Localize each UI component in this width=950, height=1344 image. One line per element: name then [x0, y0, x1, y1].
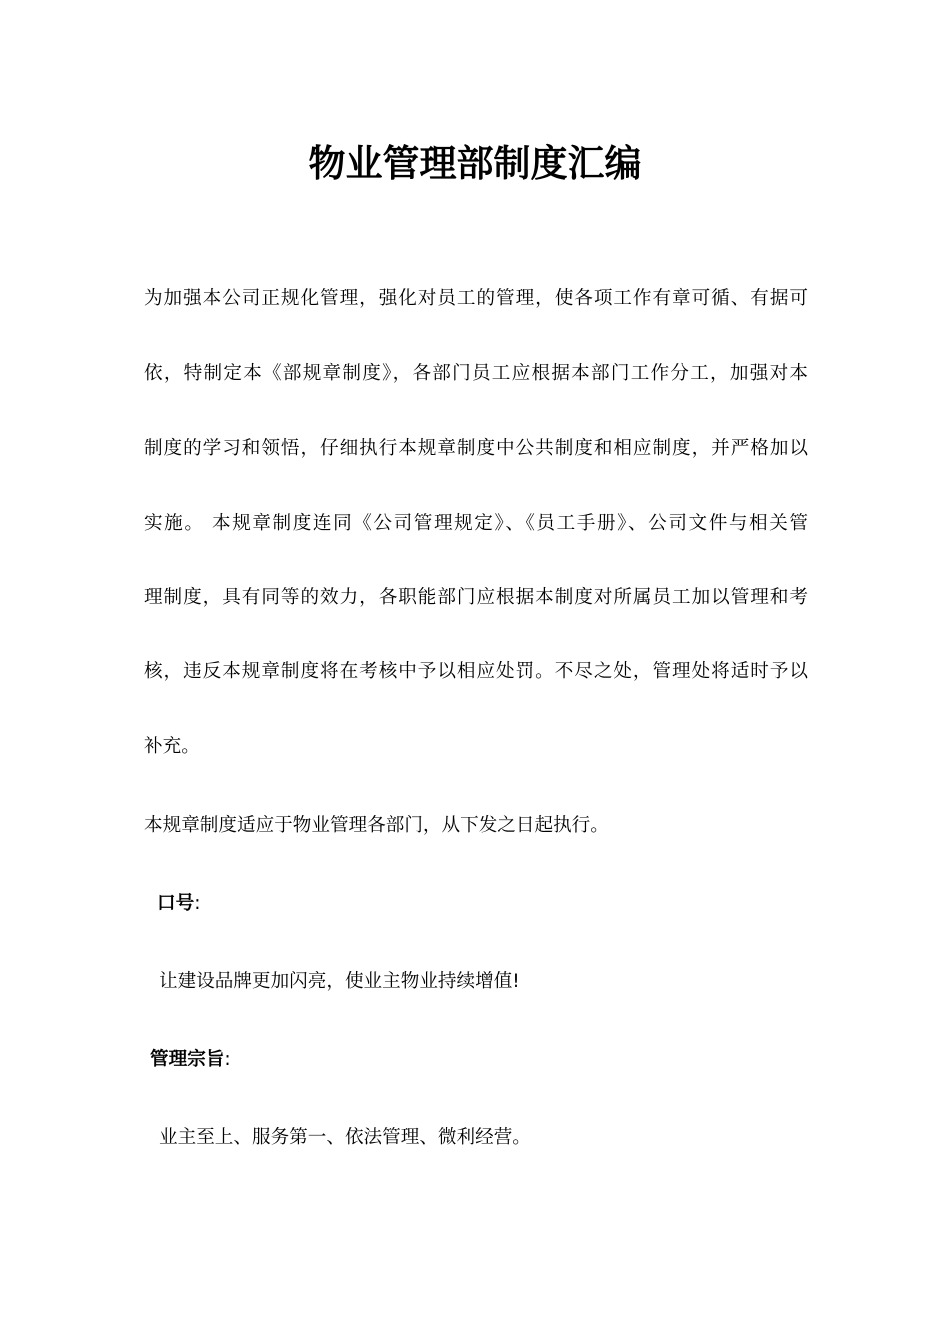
intro-line-2: 依，特制定本《部规章制度》，各部门员工应根据本部门工作分工，加强对本 — [144, 363, 808, 384]
intro-line-6: 核，违反本规章制度将在考核中予以相应处罚。不尽之处，管理处将适时予以 — [144, 661, 808, 682]
slogan-heading-row — [157, 891, 821, 917]
scope-line: 本规章制度适应于物业管理各部门，从下发之日起执行。 — [144, 815, 609, 836]
intro-line-3: 制度的学习和领悟，仔细执行本规章制度中公共制度和相应制度，并严格加以 — [144, 438, 808, 459]
slogan-text: 让建设品牌更加闪亮，使业主物业持续增值! — [159, 971, 520, 992]
purpose-heading-row — [150, 1047, 814, 1073]
intro-line-5: 理制度，具有同等的效力，各职能部门应根据本制度对所属员工加以管理和考 — [144, 587, 808, 608]
intro-line-4: 实施。 本规章制度连同《公司管理规定》、《员工手册》、公司文件与相关管 — [144, 513, 808, 534]
purpose-heading: 管理宗旨 — [150, 1049, 225, 1070]
document-title: 物业管理部制度汇编 — [308, 142, 642, 185]
slogan-heading: 口号 — [157, 893, 195, 914]
intro-line-1: 为加强本公司正规化管理，强化对员工的管理，使各项工作有章可循、有据可 — [144, 288, 808, 309]
purpose-text: 业主至上、服务第一、依法管理、微利经营。 — [159, 1127, 531, 1148]
intro-line-7: 补充。 — [144, 736, 200, 757]
purpose-colon: : — [224, 1049, 231, 1070]
slogan-colon: : — [194, 893, 201, 914]
